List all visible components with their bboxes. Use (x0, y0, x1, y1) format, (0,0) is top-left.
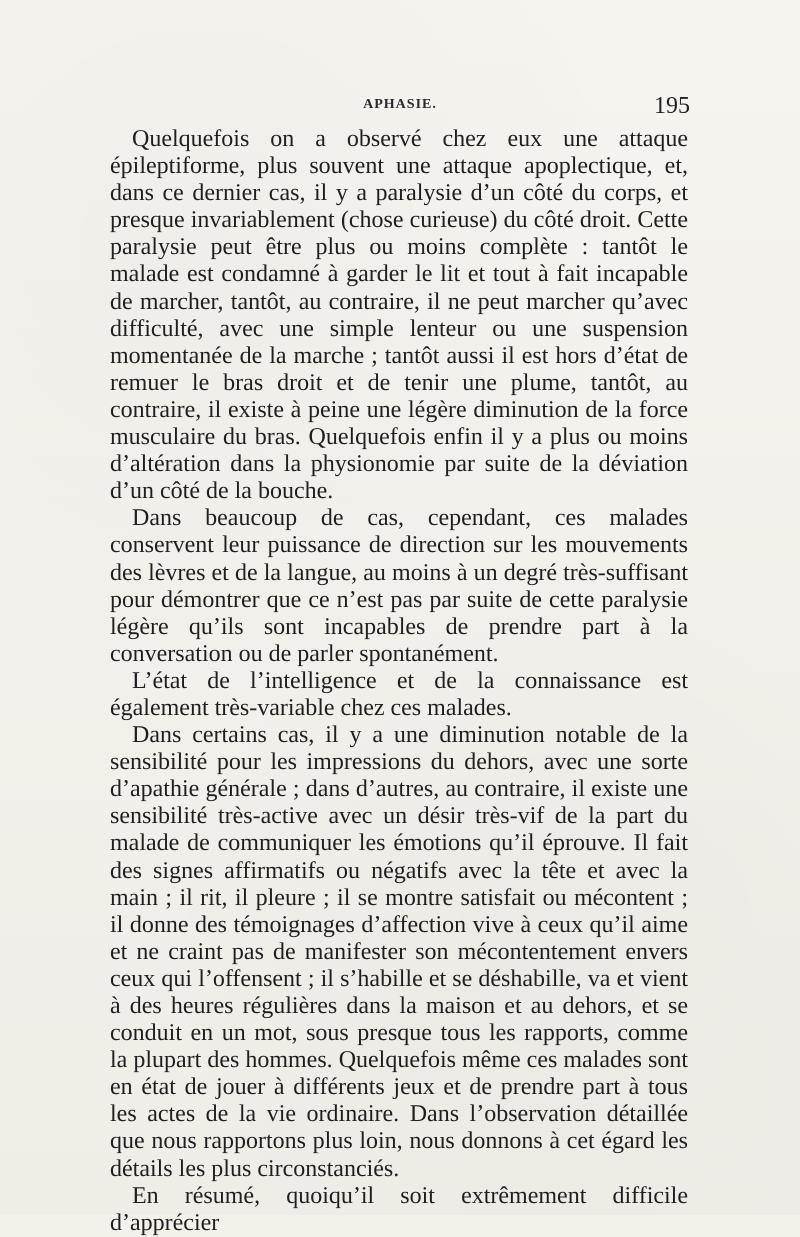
running-title: APHASIE. (363, 97, 437, 112)
paragraph-2: Dans beaucoup de cas, cependant, ces malades conservent leur puissance de direction sur les mouvements des lèvres et de la langue, au moins à un degré très-suffisant pour démontrer que ce n’est pas par suite de cette paralysie légère qu’ils sont incapables de prendre part à la conversation ou de parler spontanément. (110, 505, 688, 667)
paragraph-5: En résumé, quoiqu’il soit extrêmement difficile d’apprécier (110, 1182, 688, 1236)
paragraph-4: Dans certains cas, il y a une diminution notable de la sensibilité pour les impressions du dehors, avec une sorte d’apathie générale ; dans d’autres, au contraire, il existe une sensibilité très-active avec un désir très-vif de la part du malade de communiquer les émotions qu’il éprouve. Il fait des signes affirmatifs ou négatifs avec la tête et avec la main ; il rit, il pleure ; il se montre satisfait ou mécontent ; il donne des témoignages d’affection vive à ceux qu’il aime et ne craint pas de manifester son mécontentement envers ceux qui l’offensent ; il s’habille et se déshabille, va et vient à des heures régulières dans la maison et au dehors, et se conduit en un mot, sous presque tous les rapports, comme la plupart des hommes. Quelquefois même ces malades sont en état de jouer à différents jeux et de prendre part à tous les actes de la vie ordinaire. Dans l’observation détaillée que nous rapportons plus loin, nous donnons à cet égard les détails les plus circonstanciés. (110, 722, 688, 1182)
body-text (110, 126, 688, 1237)
page-number: 195 (654, 93, 690, 119)
paragraph-3: L’état de l’intelligence et de la connaissance est également très-variable chez ces malades. (110, 667, 688, 721)
page-header (110, 93, 690, 121)
paragraph-1: Quelquefois on a observé chez eux une attaque épileptiforme, plus souvent une attaque apoplectique, et, dans ce dernier cas, il y a paralysie d’un côté du corps, et presque invariablement (chose curieuse) du côté droit. Cette paralysie peut être plus ou moins complète : tantôt le malade est condamné à garder le lit et tout à fait incapable de marcher, tantôt, au contraire, il ne peut marcher qu’avec difficulté, avec une simple lenteur ou une suspension momentanée de la marche ; tantôt aussi il est hors d’état de remuer le bras droit et de tenir une plume, tantôt, au contraire, il existe à peine une légère diminution de la force musculaire du bras. Quelquefois enfin il y a plus ou moins d’altération dans la physionomie par suite de la déviation d’un côté de la bouche. (110, 126, 688, 505)
